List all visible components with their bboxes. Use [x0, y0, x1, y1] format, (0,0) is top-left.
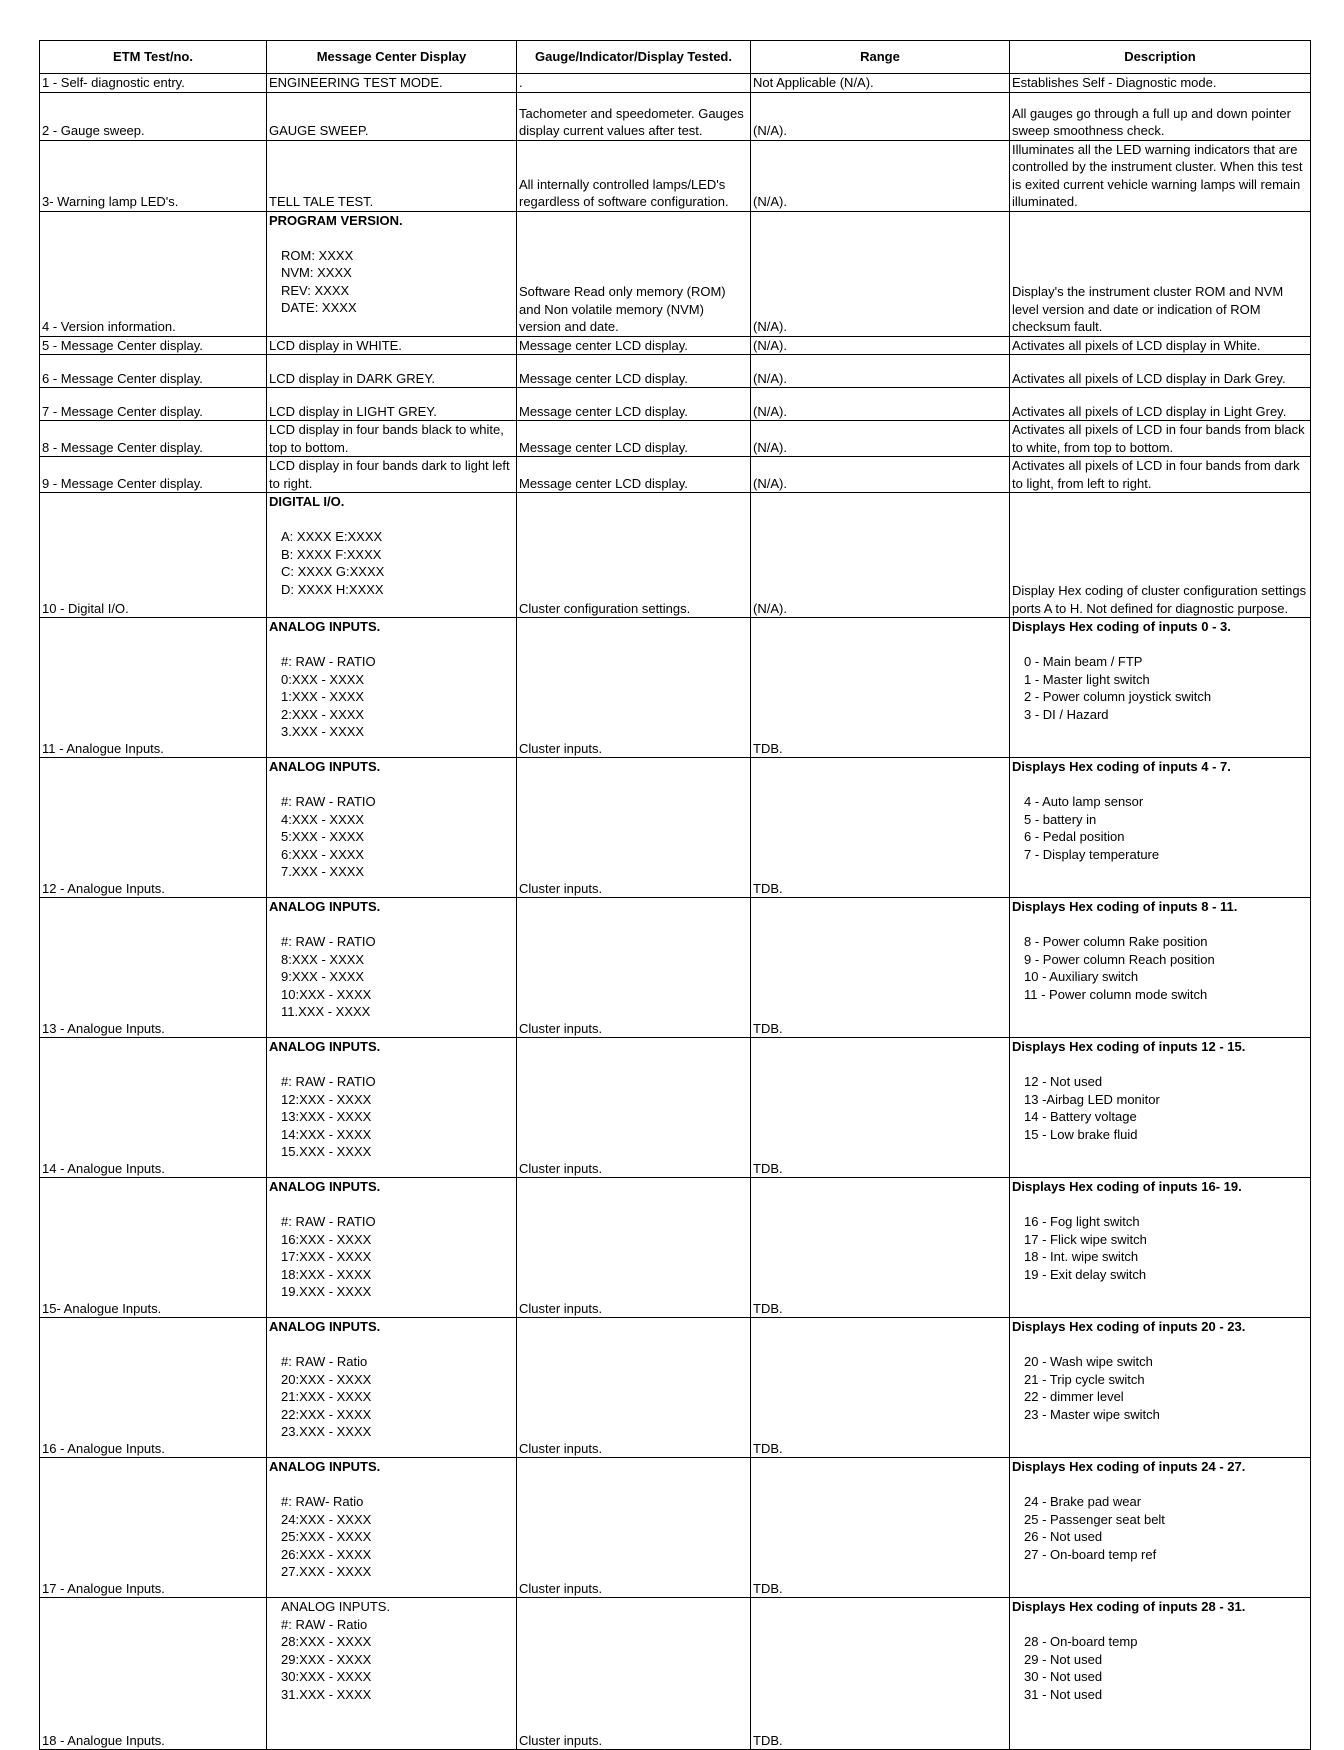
table-row	[40, 898, 1311, 1038]
display-line: 19.XXX - XXXX	[281, 1284, 372, 1299]
cell-gauge-tested	[517, 1598, 751, 1750]
gauge-text: Cluster inputs.	[519, 880, 603, 896]
display-title: ANALOG INPUTS.	[269, 1459, 381, 1474]
cell-gauge-tested	[517, 355, 751, 388]
gauge-text: Cluster inputs.	[519, 1160, 603, 1176]
display-line: 24:XXX - XXXX	[281, 1511, 372, 1527]
display-line: 10:XXX - XXXX	[281, 986, 372, 1002]
cell-gauge-tested	[517, 457, 751, 493]
display-line: 31.XXX - XXXX	[281, 1686, 372, 1702]
display-line: 22:XXX - XXXX	[281, 1406, 372, 1422]
display-line: #: RAW - RATIO	[281, 1074, 376, 1089]
table-row	[40, 1178, 1311, 1318]
cell-gauge-tested	[517, 758, 751, 898]
display-line: #: RAW- Ratio	[281, 1494, 364, 1509]
cell-range: TDB.	[751, 898, 1010, 1038]
description-line: 14 - Battery voltage	[1024, 1109, 1137, 1124]
display-line: #: RAW - Ratio	[281, 1354, 368, 1369]
cell-range: (N/A).	[751, 457, 1010, 493]
description-line: 30 - Not used	[1024, 1669, 1103, 1684]
cell-range: (N/A).	[751, 421, 1010, 457]
table-row	[40, 758, 1311, 898]
description-text: All gauges go through a full up and down pointer sweep smoothness check.	[1012, 105, 1291, 138]
table-row	[40, 92, 1311, 140]
cell-test-name: 17 - Analogue Inputs.	[40, 1458, 267, 1598]
display-line: #: RAW - Ratio	[281, 1616, 368, 1632]
description-line: 31 - Not used	[1024, 1686, 1103, 1702]
description-line: 19 - Exit delay switch	[1024, 1266, 1147, 1282]
table-row	[40, 421, 1311, 457]
header-range: Range	[751, 41, 1010, 74]
description-title: Displays Hex coding of inputs 24 - 27.	[1012, 1459, 1246, 1474]
cell-gauge-tested	[517, 1318, 751, 1458]
display-line: 1:XXX - XXXX	[281, 689, 365, 704]
display-title: ANALOG INPUTS.	[269, 619, 381, 634]
cell-test-name: 15- Analogue Inputs.	[40, 1178, 267, 1318]
display-line: C: XXXX G:XXXX	[281, 564, 385, 579]
display-title: DIGITAL I/O.	[269, 494, 345, 509]
cell-test-name: 1 - Self- diagnostic entry.	[40, 74, 267, 93]
cell-description	[1010, 388, 1311, 421]
display-title: ANALOG INPUTS.	[269, 899, 381, 914]
display-title: ANALOG INPUTS.	[269, 759, 381, 774]
display-line: 8:XXX - XXXX	[281, 951, 365, 967]
display-line: 15.XXX - XXXX	[281, 1144, 372, 1159]
cell-gauge-tested	[517, 898, 751, 1038]
display-line: 16:XXX - XXXX	[281, 1231, 372, 1247]
display-line: ROM: XXXX	[281, 247, 354, 263]
cell-test-name: 3- Warning lamp LED's.	[40, 140, 267, 211]
display-line: 27.XXX - XXXX	[281, 1564, 372, 1579]
description-line: 25 - Passenger seat belt	[1024, 1511, 1165, 1527]
cell-gauge-tested	[517, 336, 751, 355]
gauge-text: Message center LCD display.	[519, 337, 688, 353]
display-text: ENGINEERING TEST MODE.	[269, 75, 443, 90]
gauge-text: Cluster inputs.	[519, 1300, 603, 1316]
description-title: Displays Hex coding of inputs 8 - 11.	[1012, 899, 1238, 914]
description-text: Display Hex coding of cluster configuration settings ports A to H. Not defined for diagnostic purpose.	[1012, 583, 1307, 616]
display-line: DATE: XXXX	[281, 300, 357, 315]
cell-range: TDB.	[751, 1458, 1010, 1598]
cell-message-display	[267, 140, 517, 211]
table-row	[40, 1458, 1311, 1598]
cell-test-name: 2 - Gauge sweep.	[40, 92, 267, 140]
display-line: B: XXXX F:XXXX	[281, 546, 382, 562]
cell-description	[1010, 493, 1311, 618]
table-row	[40, 493, 1311, 618]
cell-test-name: 13 - Analogue Inputs.	[40, 898, 267, 1038]
cell-description	[1010, 421, 1311, 457]
display-line: #: RAW - RATIO	[281, 1214, 376, 1229]
cell-description	[1010, 1178, 1311, 1318]
cell-gauge-tested	[517, 1458, 751, 1598]
description-line: 27 - On-board temp ref	[1024, 1546, 1157, 1562]
description-text: Display's the instrument cluster ROM and NVM level version and date or indication of ROM checksum fault.	[1012, 284, 1284, 334]
cell-description	[1010, 74, 1311, 93]
display-line: 30:XXX - XXXX	[281, 1669, 372, 1684]
description-line: 4 - Auto lamp sensor	[1024, 794, 1144, 809]
display-line: 13:XXX - XXXX	[281, 1109, 372, 1124]
table-row	[40, 618, 1311, 758]
table-row	[40, 74, 1311, 93]
description-line: 2 - Power column joystick switch	[1024, 689, 1212, 704]
display-line: 17:XXX - XXXX	[281, 1249, 372, 1264]
display-line: D: XXXX H:XXXX	[281, 581, 384, 597]
cell-test-name: 16 - Analogue Inputs.	[40, 1318, 267, 1458]
cell-description	[1010, 618, 1311, 758]
display-text: LCD display in DARK GREY.	[269, 370, 435, 386]
description-line: 15 - Low brake fluid	[1024, 1126, 1138, 1142]
gauge-text: Message center LCD display.	[519, 370, 688, 386]
header-etm-test: ETM Test/no.	[40, 41, 267, 74]
cell-message-display	[267, 421, 517, 457]
description-title: Displays Hex coding of inputs 20 - 23.	[1012, 1319, 1246, 1334]
display-line: 12:XXX - XXXX	[281, 1091, 372, 1107]
cell-message-display	[267, 355, 517, 388]
display-line: #: RAW - RATIO	[281, 934, 376, 949]
table-row	[40, 140, 1311, 211]
cell-gauge-tested	[517, 140, 751, 211]
cell-message-display	[267, 1318, 517, 1458]
header-gauge-tested: Gauge/Indicator/Display Tested.	[517, 41, 751, 74]
description-text: Illuminates all the LED warning indicators that are controlled by the instrument cluster. When this test is exited current vehicle warning lamps will remain illuminated.	[1012, 141, 1303, 209]
display-line: 7.XXX - XXXX	[281, 864, 365, 879]
display-line: REV: XXXX	[281, 282, 350, 298]
description-line: 5 - battery in	[1024, 811, 1097, 827]
cell-message-display	[267, 92, 517, 140]
description-line: 10 - Auxiliary switch	[1024, 969, 1139, 984]
display-line: 26:XXX - XXXX	[281, 1546, 372, 1562]
display-title: ANALOG INPUTS.	[269, 1039, 381, 1054]
display-line: 6:XXX - XXXX	[281, 846, 365, 862]
cell-gauge-tested	[517, 1178, 751, 1318]
table-row	[40, 355, 1311, 388]
display-line: 18:XXX - XXXX	[281, 1266, 372, 1282]
description-line: 18 - Int. wipe switch	[1024, 1249, 1139, 1264]
display-title: ANALOG INPUTS.	[269, 1319, 381, 1334]
cell-description	[1010, 140, 1311, 211]
cell-test-name: 8 - Message Center display.	[40, 421, 267, 457]
gauge-text: Cluster inputs.	[519, 740, 603, 756]
display-title: PROGRAM VERSION.	[269, 212, 403, 228]
description-text: Activates all pixels of LCD in four bands from dark to light, from left to right.	[1012, 458, 1300, 491]
display-title: ANALOG INPUTS.	[281, 1599, 391, 1614]
cell-gauge-tested	[517, 1038, 751, 1178]
gauge-text: Message center LCD display.	[519, 475, 688, 491]
description-line: 9 - Power column Reach position	[1024, 951, 1215, 967]
description-line: 21 - Trip cycle switch	[1024, 1371, 1145, 1387]
cell-gauge-tested	[517, 618, 751, 758]
description-text: Establishes Self - Diagnostic mode.	[1012, 75, 1217, 90]
cell-test-name: 6 - Message Center display.	[40, 355, 267, 388]
description-title: Displays Hex coding of inputs 4 - 7.	[1012, 759, 1231, 774]
cell-message-display	[267, 336, 517, 355]
cell-description	[1010, 758, 1311, 898]
display-line: 2:XXX - XXXX	[281, 706, 365, 722]
gauge-text: Message center LCD display.	[519, 403, 688, 419]
cell-description	[1010, 1458, 1311, 1598]
cell-range: (N/A).	[751, 493, 1010, 618]
description-text: Activates all pixels of LCD display in Dark Grey.	[1012, 370, 1286, 386]
description-line: 28 - On-board temp	[1024, 1634, 1138, 1649]
display-text: LCD display in four bands black to white, top to bottom.	[269, 422, 504, 455]
cell-range: TDB.	[751, 758, 1010, 898]
cell-message-display	[267, 74, 517, 93]
cell-message-display	[267, 1598, 517, 1750]
cell-test-name: 12 - Analogue Inputs.	[40, 758, 267, 898]
cell-test-name: 9 - Message Center display.	[40, 457, 267, 493]
table-row	[40, 388, 1311, 421]
description-text: Activates all pixels of LCD display in White.	[1012, 337, 1261, 353]
description-line: 20 - Wash wipe switch	[1024, 1354, 1153, 1369]
gauge-text: Message center LCD display.	[519, 439, 688, 455]
description-line: 17 - Flick wipe switch	[1024, 1231, 1147, 1247]
gauge-text: .	[519, 75, 523, 90]
gauge-text: Cluster inputs.	[519, 1732, 603, 1748]
display-line: NVM: XXXX	[281, 265, 352, 280]
display-line: #: RAW - RATIO	[281, 654, 376, 669]
cell-description	[1010, 355, 1311, 388]
table-row	[40, 336, 1311, 355]
gauge-text: Cluster inputs.	[519, 1440, 603, 1456]
cell-test-name: 10 - Digital I/O.	[40, 493, 267, 618]
cell-message-display	[267, 898, 517, 1038]
cell-range: Not Applicable (N/A).	[751, 74, 1010, 93]
cell-range: TDB.	[751, 618, 1010, 758]
display-text: LCD display in WHITE.	[269, 337, 402, 353]
display-line: 0:XXX - XXXX	[281, 671, 365, 687]
cell-description	[1010, 211, 1311, 336]
cell-gauge-tested	[517, 92, 751, 140]
cell-message-display	[267, 1178, 517, 1318]
cell-range: (N/A).	[751, 355, 1010, 388]
display-line: 21:XXX - XXXX	[281, 1389, 372, 1404]
description-title: Displays Hex coding of inputs 0 - 3.	[1012, 619, 1231, 634]
display-text: LCD display in four bands dark to light left to right.	[269, 458, 510, 491]
cell-test-name: 5 - Message Center display.	[40, 336, 267, 355]
table-row	[40, 1598, 1311, 1750]
description-line: 1 - Master light switch	[1024, 671, 1150, 687]
cell-test-name: 14 - Analogue Inputs.	[40, 1038, 267, 1178]
table-row	[40, 211, 1311, 336]
display-line: 20:XXX - XXXX	[281, 1371, 372, 1387]
cell-message-display	[267, 493, 517, 618]
cell-range: (N/A).	[751, 388, 1010, 421]
table-row	[40, 1318, 1311, 1458]
display-line: 3.XXX - XXXX	[281, 724, 365, 739]
cell-test-name: 4 - Version information.	[40, 211, 267, 336]
gauge-text: All internally controlled lamps/LED's regardless of software configuration.	[519, 176, 729, 209]
description-line: 11 - Power column mode switch	[1024, 986, 1208, 1002]
gauge-text: Cluster inputs.	[519, 1020, 603, 1036]
description-line: 3 - DI / Hazard	[1024, 706, 1109, 722]
description-line: 7 - Display temperature	[1024, 846, 1160, 862]
description-title: Displays Hex coding of inputs 28 - 31.	[1012, 1599, 1246, 1614]
description-line: 29 - Not used	[1024, 1651, 1103, 1667]
description-text: Activates all pixels of LCD display in Light Grey.	[1012, 403, 1287, 419]
cell-test-name: 7 - Message Center display.	[40, 388, 267, 421]
description-line: 23 - Master wipe switch	[1024, 1406, 1160, 1422]
display-line: A: XXXX E:XXXX	[281, 529, 383, 544]
display-line: 11.XXX - XXXX	[281, 1004, 371, 1019]
cell-range: (N/A).	[751, 336, 1010, 355]
cell-message-display	[267, 618, 517, 758]
description-text: Activates all pixels of LCD in four bands from black to white, from top to bottom.	[1012, 422, 1305, 455]
cell-description	[1010, 1598, 1311, 1750]
cell-range: (N/A).	[751, 140, 1010, 211]
cell-test-name: 11 - Analogue Inputs.	[40, 618, 267, 758]
cell-description	[1010, 1318, 1311, 1458]
description-line: 22 - dimmer level	[1024, 1389, 1124, 1404]
cell-range: (N/A).	[751, 211, 1010, 336]
cell-gauge-tested	[517, 421, 751, 457]
cell-gauge-tested	[517, 74, 751, 93]
gauge-text: Software Read only memory (ROM) and Non volatile memory (NVM) version and date.	[519, 284, 726, 334]
description-title: Displays Hex coding of inputs 16- 19.	[1012, 1179, 1242, 1194]
cell-range: (N/A).	[751, 92, 1010, 140]
display-line: 28:XXX - XXXX	[281, 1634, 372, 1649]
gauge-text: Cluster configuration settings.	[519, 600, 691, 616]
description-title: Displays Hex coding of inputs 12 - 15.	[1012, 1039, 1246, 1054]
cell-gauge-tested	[517, 211, 751, 336]
table-row	[40, 457, 1311, 493]
gauge-text: Tachometer and speedometer. Gauges display current values after test.	[519, 105, 744, 138]
cell-message-display	[267, 211, 517, 336]
description-line: 13 -Airbag LED monitor	[1024, 1091, 1160, 1107]
cell-range: TDB.	[751, 1318, 1010, 1458]
cell-range: TDB.	[751, 1598, 1010, 1750]
description-line: 16 - Fog light switch	[1024, 1214, 1140, 1229]
header-row	[40, 41, 1311, 74]
description-line: 6 - Pedal position	[1024, 829, 1125, 844]
etm-test-table	[39, 40, 1311, 1750]
description-line: 0 - Main beam / FTP	[1024, 654, 1143, 669]
display-title: ANALOG INPUTS.	[269, 1179, 381, 1194]
cell-message-display	[267, 758, 517, 898]
display-line: 5:XXX - XXXX	[281, 829, 365, 844]
gauge-text: Cluster inputs.	[519, 1580, 603, 1596]
cell-description	[1010, 336, 1311, 355]
cell-description	[1010, 1038, 1311, 1178]
table-row	[40, 1038, 1311, 1178]
description-line: 24 - Brake pad wear	[1024, 1494, 1142, 1509]
cell-gauge-tested	[517, 493, 751, 618]
cell-description	[1010, 898, 1311, 1038]
display-text: GAUGE SWEEP.	[269, 123, 369, 138]
description-line: 8 - Power column Rake position	[1024, 934, 1208, 949]
cell-description	[1010, 92, 1311, 140]
display-line: 14:XXX - XXXX	[281, 1126, 372, 1142]
display-line: 25:XXX - XXXX	[281, 1529, 372, 1544]
description-line: 26 - Not used	[1024, 1529, 1103, 1544]
display-text: TELL TALE TEST.	[269, 194, 374, 209]
display-text: LCD display in LIGHT GREY.	[269, 403, 437, 419]
cell-gauge-tested	[517, 388, 751, 421]
cell-range: TDB.	[751, 1178, 1010, 1318]
header-description: Description	[1010, 41, 1311, 74]
cell-message-display	[267, 388, 517, 421]
display-line: #: RAW - RATIO	[281, 794, 376, 809]
cell-message-display	[267, 1458, 517, 1598]
description-line: 12 - Not used	[1024, 1074, 1103, 1089]
cell-range: TDB.	[751, 1038, 1010, 1178]
cell-message-display	[267, 457, 517, 493]
display-line: 9:XXX - XXXX	[281, 969, 365, 984]
cell-description	[1010, 457, 1311, 493]
cell-test-name: 18 - Analogue Inputs.	[40, 1598, 267, 1750]
cell-message-display	[267, 1038, 517, 1178]
display-line: 4:XXX - XXXX	[281, 811, 365, 827]
header-message-center-display: Message Center Display	[267, 41, 517, 74]
display-line: 29:XXX - XXXX	[281, 1651, 372, 1667]
display-line: 23.XXX - XXXX	[281, 1424, 372, 1439]
